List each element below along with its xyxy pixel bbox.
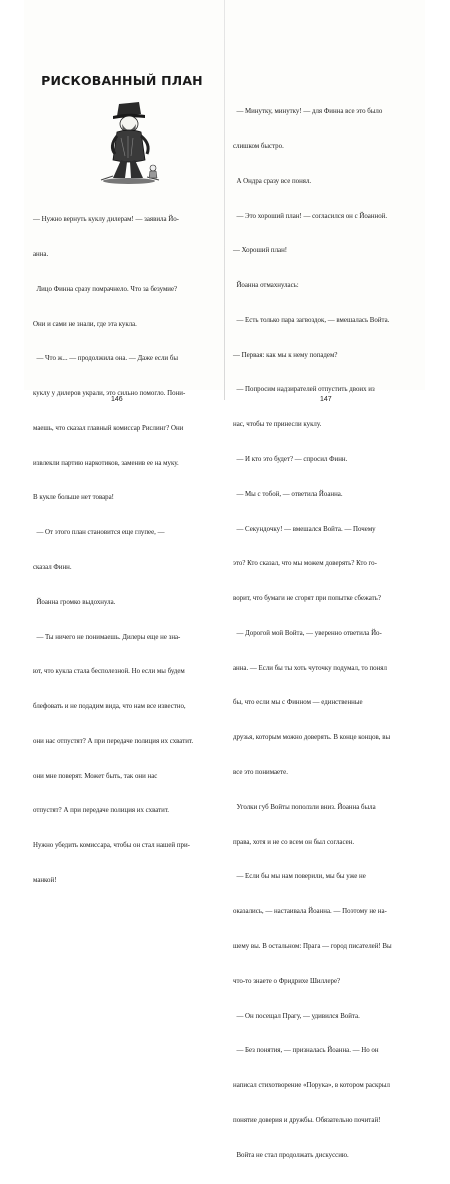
- book-gutter: [224, 0, 225, 400]
- text-line: Йоанна громко выдохнула.: [33, 598, 116, 606]
- page-number-right: 147: [320, 396, 332, 403]
- text-line: — Есть только пара загвоздок, — вмешалась Войта.: [233, 316, 390, 324]
- text-line: А Ондра сразу все понял.: [233, 177, 312, 185]
- text-line: — Без понятия, — призналась Йоанна. — Но он: [233, 1047, 379, 1055]
- right-page-text: [233, 83, 415, 1184]
- text-line: права, хотя и не со всем он был согласен.: [233, 838, 355, 846]
- text-line: друзья, которым можно доверять. В конце концов, вы: [233, 734, 391, 742]
- text-line: отпустят? А при передаче полиция их схватит.: [33, 807, 170, 815]
- text-line: — Дорогой мой Войта, — уверенно ответила Йо-: [233, 629, 382, 637]
- text-line: Они и сами не знали, где эта кукла.: [33, 320, 137, 328]
- text-line: понятие доверия и дружбы. Обязательно почитай!: [233, 1116, 381, 1124]
- text-line: шему вы. В остальном: Прага — город писателей! Вы: [233, 942, 392, 950]
- text-line: бы, что если мы с Финном — единственные: [233, 699, 363, 707]
- text-line: — Хороший план!: [233, 247, 288, 255]
- text-line: Уголки губ Войты поползли вниз. Йоанна была: [233, 803, 376, 811]
- chapter-illustration: [95, 98, 165, 186]
- text-line: маешь, что сказал главный комиссар Рислинг? Они: [33, 424, 184, 432]
- text-line: это? Кто сказал, что мы можем доверять? Кто го-: [233, 560, 377, 568]
- text-line: — Первая: как мы к нему попадем?: [233, 351, 338, 359]
- text-line: анна. — Если бы ты хоть чуточку подумал, то понял: [233, 664, 387, 672]
- text-line: анна.: [33, 250, 49, 258]
- text-line: что-то знаете о Фридрихе Шиллере?: [233, 977, 341, 985]
- text-line: оказались, — настаивала Йоанна. — Поэтому не на-: [233, 908, 387, 916]
- text-line: куклу у дилеров украли, это сильно помогло. Пони-: [33, 390, 186, 398]
- text-line: Войта не стал продолжать дискуссию.: [233, 1151, 349, 1159]
- text-line: они мне поверят. Может быть, так они нас: [33, 772, 158, 780]
- text-line: — Попросим надзирателей отпустить двоих из: [233, 386, 375, 394]
- text-line: — Если бы мы нам поверили, мы бы уже не: [233, 873, 366, 881]
- text-line: слишком быстро.: [233, 142, 284, 150]
- text-line: В кукле больше нет товара!: [33, 494, 114, 502]
- left-page-text: [33, 191, 215, 910]
- text-line: они нас отпустят? А при передаче полиция их схватит.: [33, 737, 194, 745]
- text-line: — Ты ничего не понимаешь. Дилеры еще не зна-: [33, 633, 181, 641]
- text-line: ют, что кукла стала бесполезной. Но если мы будем: [33, 668, 185, 676]
- text-line: — И кто это будет? — спросил Финн.: [233, 456, 348, 463]
- page-number-left: 146: [111, 396, 123, 403]
- text-line: — Это хороший план! — согласился он с Йоанной.: [233, 212, 388, 220]
- text-line: — Он посещал Прагу, — удивился Войта.: [233, 1012, 360, 1020]
- text-line: написал стихотворение «Порука», в котором раскрыл: [233, 1082, 390, 1090]
- text-line: — Нужно вернуть куклу дилерам! — заявила Йо-: [33, 216, 179, 224]
- text-line: — Что ж... — продолжила она. — Даже если бы: [33, 355, 178, 363]
- text-line: все это понимаете.: [233, 769, 288, 777]
- text-line: — Мы с тобой, — ответила Йоанна.: [233, 490, 343, 498]
- text-line: — От этого план становится еще глупее, —: [33, 529, 165, 537]
- text-line: Нужно убедить комиссара, чтобы он стал нашей при-: [33, 842, 190, 850]
- text-line: нас, чтобы те принесли куклу.: [233, 421, 322, 429]
- text-line: Лицо Финна сразу помрачнело. Что за безумие?: [33, 285, 178, 293]
- text-line: Йоанна отмахнулась:: [233, 282, 299, 290]
- chapter-title: РИСКОВАННЫЙ ПЛАН: [41, 73, 203, 88]
- text-line: извлекли партию наркотиков, заменив ее на муку.: [33, 459, 179, 467]
- text-line: сказал Финн.: [33, 564, 72, 571]
- text-line: манкой!: [33, 877, 57, 885]
- text-line: ворит, что бумаги не сгорят при попытке сбежать?: [233, 595, 381, 603]
- text-line: — Минутку, минутку! — для Финна все это было: [233, 108, 383, 116]
- text-line: — Секундочку! — вмешался Войта. — Почему: [233, 525, 376, 533]
- text-line: блефовать и не подадим вида, что нам все известно,: [33, 703, 186, 711]
